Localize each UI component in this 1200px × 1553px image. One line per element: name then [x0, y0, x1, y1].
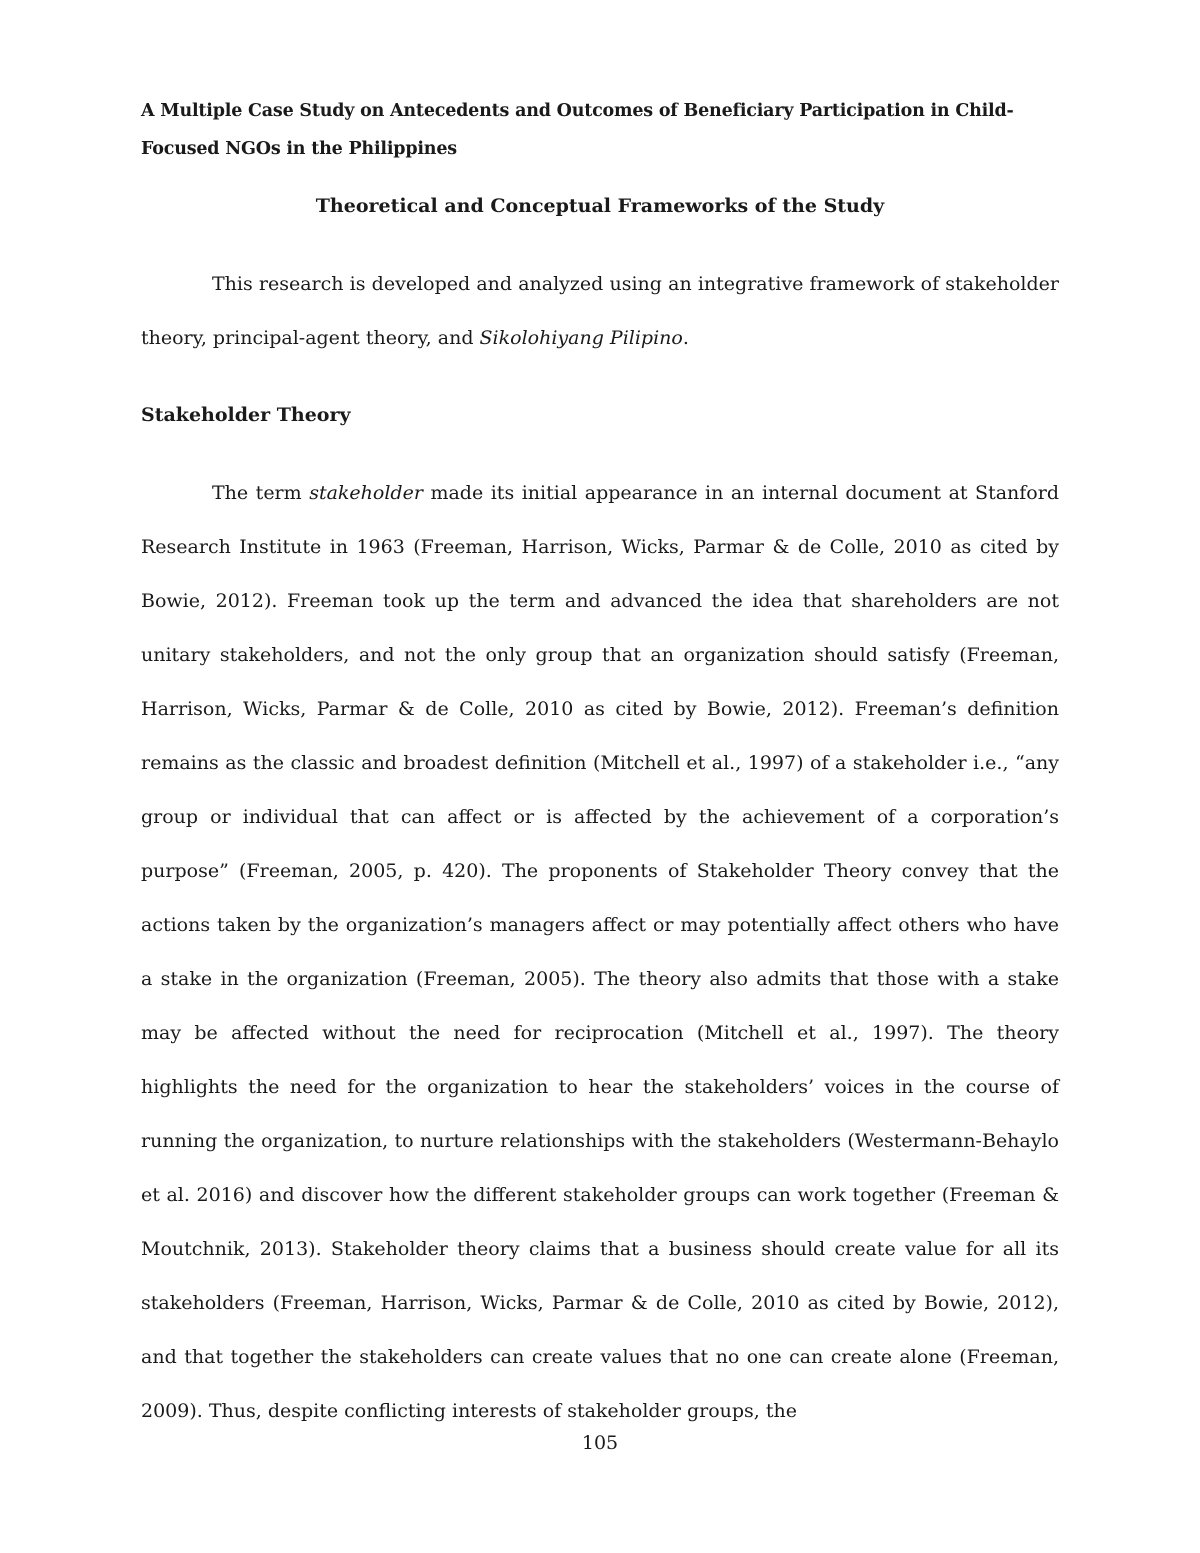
stakeholder-italic-term: stakeholder	[309, 482, 423, 504]
stakeholder-paragraph	[141, 466, 1059, 1438]
intro-italic-term: Sikolohiyang Pilipino	[479, 327, 683, 349]
section-title: Theoretical and Conceptual Frameworks of the Study	[315, 195, 885, 217]
page-number: 105	[581, 1432, 619, 1454]
subheading-stakeholder-theory: Stakeholder Theory	[141, 404, 351, 426]
intro-text-end: .	[682, 327, 689, 349]
stakeholder-text: made its initial appearance in an internal document at Stanford Research Institute in 1963 (Freeman, Harrison, Wicks, Parmar & de Colle, 2010 as cited by Bowie, 2012). Freeman took up the term and advanced the idea that shareholders are not unitary stakeholders, and not the only group that an organization should satisfy (Freeman, Harrison, Wicks, Parmar & de Colle, 2010 as cited by Bowie, 2012). Freeman’s definition remains as the classic and broadest definition (Mitchell et al., 1997) of a stakeholder i.e., “any group or individual that can affect or is affected by the achievement of a corporation’s purpose” (Freeman, 2005, p. 420). The proponents of Stakeholder Theory convey that the actions taken by the organization’s managers affect or may potentially affect others who have a stake in the organization (Freeman, 2005). The theory also admits that those with a stake may be affected without the need for reciprocation (Mitchell et al., 1997). The theory highlights the need for the organization to hear the stakeholders’ voices in the course of running the organization, to nurture relationships with the stakeholders (Westermann-Behaylo et al. 2016) and discover how the different stakeholder groups can work together (Freeman & Moutchnik, 2013). Stakeholder theory claims that a business should create value for all its stakeholders (Freeman, Harrison, Wicks, Parmar & de Colle, 2010 as cited by Bowie, 2012), and that together the stakeholders can create values that no one can create alone (Freeman, 2009). Thus, despite conflicting interests of stakeholder groups, the	[141, 482, 1059, 1422]
running-head: A Multiple Case Study on Antecedents and Outcomes of Beneficiary Participation in Child-Focused NGOs in the Philippines	[141, 101, 1014, 159]
stakeholder-text-start: The term	[212, 482, 310, 504]
intro-text: This research is developed and analyzed using an integrative framework of stakeholder theory, principal-agent theory, and	[141, 273, 1059, 349]
intro-paragraph	[141, 257, 1059, 365]
